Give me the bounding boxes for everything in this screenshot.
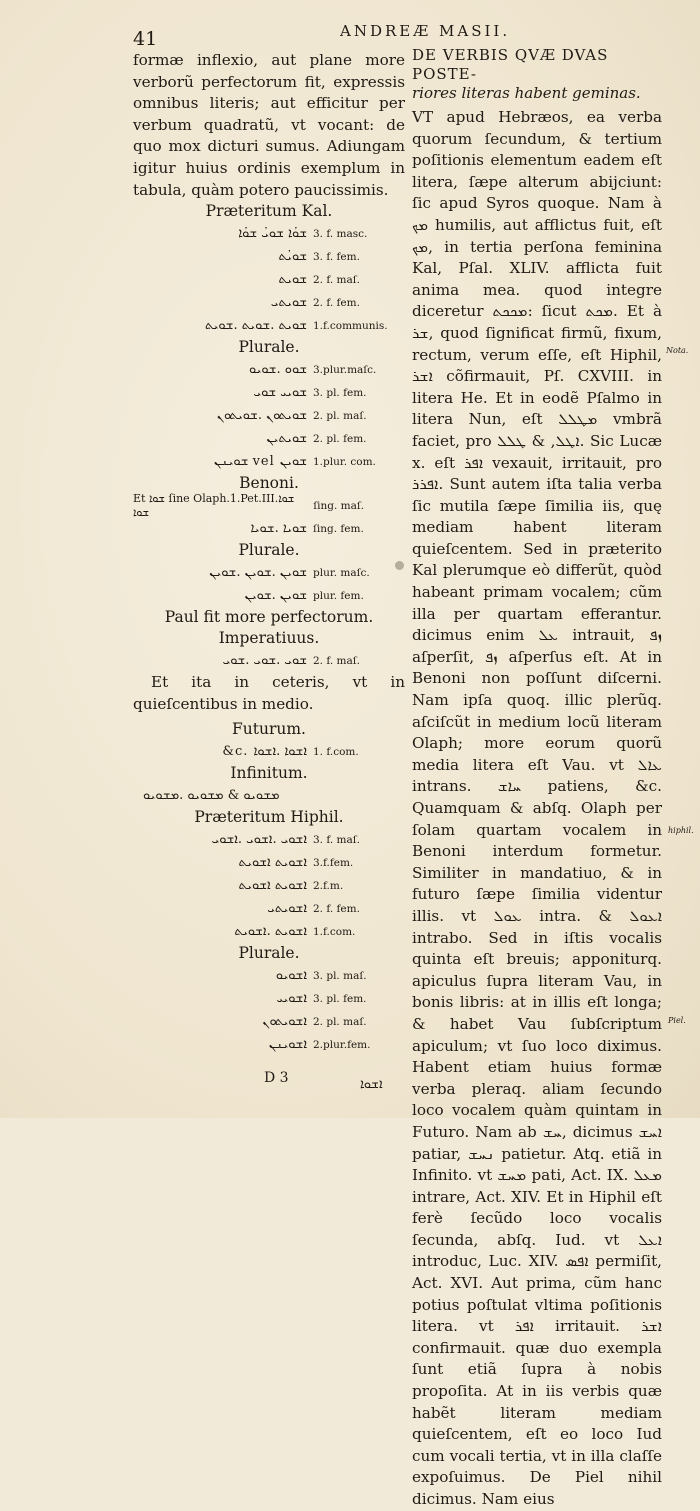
imperatiuus-heading: Imperatiuus. [218,629,320,648]
table-row [133,358,405,381]
form-label: 2. f. fem. [313,296,360,309]
form-label: 2.plur.fem. [313,1038,371,1051]
running-head: ANDREÆ MASII. [340,22,511,40]
form-label: 2. f. maſ. [313,273,360,286]
margin-note: Nota. [666,346,689,355]
right-column [412,46,662,1511]
table-row [133,584,405,607]
form-label: 1.f.com. [313,925,356,938]
syriac-form: ܫܘܝܢ .ܫܘܝܢ [244,588,307,604]
section-title [412,46,662,103]
table-row [133,964,405,987]
form-label: 3. f. maſ. [313,833,360,846]
syriac-form: ܐܫܘܝܢܢ [268,1037,307,1053]
table-row [133,427,405,450]
table-row [133,517,405,540]
table-row [133,561,405,584]
table-row [133,268,405,291]
syriac-form: ܫܘܝܬܝܢ [266,431,307,447]
syriac-form: ܐܫܘܝܬ ܐܫܘܝܬ [238,878,307,894]
section-title-line-2: riores literas habent geminas. [412,84,641,102]
page-number: 41 [133,28,158,50]
syriac-form: ܫܘܝܝ ܫܘܝ [253,385,307,401]
plural-table [133,358,405,473]
table-row [133,491,405,519]
syriac-form: ܫܘܝܢ .ܫܘܝܢ .ܫܘܝܢ [209,565,307,581]
syriac-form: ܐܫܘܝܬܘܢ [262,1014,307,1030]
benoni-heading: Benoni. [239,474,299,493]
syriac-form: ܐܫܘܝܘ [275,968,307,984]
syriac-form: ܫܘܘ .ܫܘܝܘ [248,362,307,378]
left-column [133,50,405,1056]
kal-title: Præteritum Kal. [205,202,333,221]
form-label: 2. pl. maſ. [313,409,367,422]
form-label: 3. f. masc. [313,227,368,240]
form-label: 2.f.m. [313,879,344,892]
left-intro-paragraph: formæ inflexio, aut plane more verborũ perfectorum fit, expressis omnibus literis; aut efficitur per verbum quadratũ, vt vocant: de quo mox dicturi sumus. Adiungam igitur huius ordinis exemplum in tabula, quàm potero paucissimis. [133,51,405,199]
margin-note: hiphil. [668,826,694,835]
syriac-form: ܫܘܝܳܬ [278,249,307,265]
form-label: 3. pl. maſ. [313,969,367,982]
table-row [133,851,405,874]
syriac-form: ܐܫܘܝܬܝ [267,901,307,917]
table-row [133,450,405,473]
signature-mark: D 3 [264,1070,289,1086]
page-header [0,18,700,48]
hiphil-heading: Præteritum Hiphil. [194,808,344,827]
plurale-heading: Plurale. [238,944,300,963]
table-row [133,649,405,672]
table-row [133,404,405,427]
form-label: 1.f.communis. [313,319,388,332]
catchword: ܐܫܘܐ [360,1077,383,1092]
syriac-form: ܫܘܳܐ ܫܘܝܳ ܫܘܳܐ [238,226,307,242]
syriac-form: ܐܫܘܝܝ [276,991,307,1007]
syriac-form: ܫܘܝܬܝ [270,295,307,311]
table-row [133,828,405,851]
table-row [133,1033,405,1056]
syriac-form: &c. ܐܫܘܐ .ܐܫܘܐ [222,744,307,760]
syriac-form: ܡܫܘܝܘ & ܡܫܘܝܘ .ܡܫܘܝܘ [143,788,280,804]
syriac-form: ܐܫܘܝ .ܐܫܘܝ .ܐܫܘܝ [211,832,307,848]
form-label: 3. f. fem. [313,250,360,263]
gutter-mark [395,561,404,570]
futurum-heading: Futurum. [232,720,306,739]
syriac-form: ܫܘܝܬ [278,272,307,288]
paul-note: Paul fit more perfectorum. [164,608,374,627]
form-label: 2. pl. maſ. [313,1015,367,1028]
form-label: 1.plur. com. [313,455,376,468]
form-label: 3.f.fem. [313,856,354,869]
table-row [133,314,405,337]
table-row [133,784,405,807]
form-label: 1. f.com. [313,745,359,758]
syriac-form: ܫܘܝܬ .ܫܘܝܬ .ܫܘܝܬ [204,318,307,334]
form-label: 3.plur.maſc. [313,363,377,376]
form-label: 3. pl. fem. [313,386,367,399]
form-label: 2. f. maſ. [313,654,360,667]
table-row [133,740,405,763]
form-label: plur. maſc. [313,566,370,579]
form-label: ſing. fem. [313,522,364,535]
form-label: 2. pl. fem. [313,432,367,445]
kal-table [133,222,405,337]
plurale-heading: Plurale. [238,338,300,357]
form-label: ſing. maſ. [313,499,365,512]
table-row [133,874,405,897]
syriac-form: ܫܘܝܐ .ܫܘܝܐ [250,521,307,537]
table-row [133,897,405,920]
form-label: 2. f. fem. [313,902,360,915]
table-row [133,987,405,1010]
syriac-form: ܫܘܝܬܘܢ .ܫܘܝܬܘܢ [216,408,307,424]
table-row [133,291,405,314]
table-row [133,245,405,268]
plurale-heading: Plurale. [238,541,300,560]
et-ita-paragraph: Et ita in ceteris, vt in quieſcentibus in medio. [133,673,405,713]
infinitum-heading: Infinitum. [230,764,308,783]
margin-note: Piel. [668,1016,686,1025]
form-label: 3. pl. fem. [313,992,367,1005]
section-title-line-1: DE VERBIS QVÆ DVAS POSTE- [412,46,609,83]
table-row [133,222,405,245]
right-body-paragraph: VT apud Hebræos, ea verba quorum ſecundum, & tertium poſitionis elementum eadem eſt litera, ſæpe alterum abijciunt: ſic apud Syros quoque. Nam à ܡܟ humilis, aut afflictus fuit, eſt ܡܟ, in tertia perſona feminina Kal, Pſal. XLIV. afflicta fuit anima mea. quod integre diceretur ܡܟܟܬ: ſicut ܡܟܬ. Et à ܫܪ, quod ſignificat firmũ, fixum, rectum, verum eſſe, eſt Hiphil, ܐܫܪ cõfirmauit, Pſ. CXVIII. in litera He. Et in eodẽ Pſalmo in litera Nun, eſt ܡܛܠܠ vmbrã faciet, pro ܐܛܠ, & ܛܠܠ. Sic Lucæ x. eſt ܐܦܪ vexauit, irritauit, pro ܐܦܪܪ. Sunt autem iſta talia verba ſic mutila ſæpe ſimilia iis, quę mediam habent literam quieſcentem. Sed in præterito Kal plerumque eò differũt, quòd habeant primam vocalem; cũm illa per quartam efferantur. dicimus enim ܥܠ intrauit, ܙܦ aſperſit, ܙܦ aſperſus eſt. At in Benoni non poſſunt diſcerni. Nam ipſa quoq. illic plerũq. aſciſcũt in medium locũ literam Olaph; more eorum quorũ media litera eſt Vau. vt ܥܐܠ intrans. ܚܐܫ patiens, &c. Quamquam & abſq. Olaph per ſolam quartam vocalem in Benoni interdum formetur. Similiter in mandatiuo, & in futuro ſæpe ſimilia videntur illis. vt ܥܘܠ intra. & ܐܥܘܠ intrabo. Sed in iſtis vocalis quinta eſt breuis; apponiturq. apiculus ſupra literam Vau, in bonis libris: at in illis eſt longa; & habet Vau ſubſcriptum apiculum; vt ſuo loco diximus. Habent etiam huius formæ verba pleraq. aliam ſecundo loco vocalem quàm quintam in Futuro. Nam ab ܚܫ, dicimus ܐܚܫ patiar, ܢܚܫ patietur. Atq. etiã in Infinito. vt ܡܚܫ pati, Act. IX. ܡܥܠ intrare, Act. XIV. Et in Hiphil eſt ferè ſecũdo loco vocalis ſecunda, abſq. Iud. vt ܐܥܠ introduc, Luc. XIV. ܐܦܣ permiſit, Act. XVI. Aut prima, cũm hanc potius poſtulat vltima poſitionis litera. vt ܐܦܪ irritauit. ܐܫܪ confirmauit. quæ duo exempla ſunt etiã ſupra à nobis propoſita. At in iis verbis quæ habẽt literam mediam quieſcentem, eſt eo loco Iud cum vocali tertia, vt in illa claſſe expoſuimus. De Piel nihil dicimus. Nam eius [412,108,663,1508]
table-row [133,1010,405,1033]
form-label: plur. fem. [313,589,364,602]
table-row [133,381,405,404]
syriac-form: ܐܫܘܝܬ ܐܫܘܝܬ [238,855,307,871]
syriac-form: ܫܘܝ .ܫܘܝ .ܫܘܝ [222,653,307,669]
syriac-form: ܐܫܘܝܬ .ܐܫܘܝܬ [234,924,307,940]
table-row [133,920,405,943]
syriac-form: Et ܫܘܐ ſine Olaph.1.Pet.III.ܫܘܐ ܫܘܐ [133,491,295,519]
syriac-form: ܫܘܝܢܢ vel ܫܘܝܢ [214,454,307,470]
